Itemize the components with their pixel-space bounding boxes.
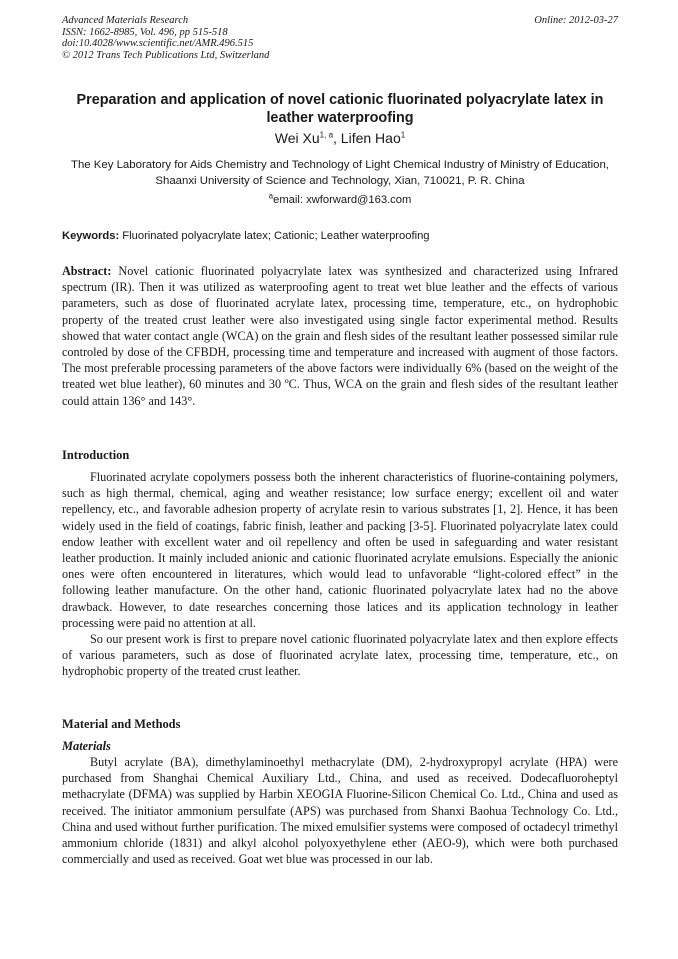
journal-issn: ISSN: 1662-8985, Vol. 496, pp 515-518	[62, 26, 228, 38]
online-date: Online: 2012-03-27	[534, 15, 618, 26]
abstract-label: Abstract:	[62, 264, 112, 278]
journal-doi: doi:10.4028/www.scientific.net/AMR.496.515	[62, 38, 254, 50]
paper-title: Preparation and application of novel cationic fluorinated polyacrylate latex in leather waterproofing	[76, 92, 604, 126]
abstract	[62, 263, 618, 409]
email-text: email: xwforward@163.com	[273, 194, 412, 206]
author-line	[62, 129, 618, 147]
contact-email	[62, 193, 618, 207]
paragraph: So our present work is first to prepare novel cationic fluorinated polyacrylate latex and then explore effects of various parameters, such as dose of fluorinated acrylate latex, processing time, temperature, etc., on hydrophobic property of the treated crust leather.	[62, 632, 618, 679]
section-heading-introduction: Introduction	[62, 448, 130, 462]
abstract-text: Novel cationic fluorinated polyacrylate latex was synthesized and characterized using Infrared spectrum (IR). Then it was utilized as waterproofing agent to treat wet blue leather and the effects of various parameters, such as dose of fluorinated acrylate latex, processing time, temperature, etc., on hydrophobic property of the treated crust leather were also investigated using single factor experimental method. Results showed that water contact angle (WCA) on the grain and flesh sides of the resultant leather possessed similar rule controled by dose of the CFBDH, processing time and temperature and increased with augment of those factors. The most preferable processing parameters of the above factors were individually 6% (based on the weight of the treated wet blue leather), 60 minutes and 30 ºC. Thus, WCA on the grain and flesh sides of the resultant leather could attain 136° and 143°.	[62, 264, 618, 408]
author-affiliation-mark: 1	[400, 130, 406, 140]
journal-header	[62, 15, 618, 61]
author-affiliation-mark: 1, a	[319, 130, 334, 140]
keywords	[62, 229, 618, 243]
journal-copyright: © 2012 Trans Tech Publications Ltd, Switzerland	[62, 49, 270, 61]
keywords-text: Fluorinated polyacrylate latex; Cationic; Leather waterproofing	[119, 230, 430, 242]
paragraph: Fluorinated acrylate copolymers possess both the inherent characteristics of fluorine-containing polymers, such as high thermal, chemical, aging and weather resistance; low surface energy; excellent oil and water repellency, etc., and favorable adhesion property of acrylate resin to various substrates [1, 2]. Hence, it has been widely used in the field of coatings, fabric finish, leather and packing [3-5]. Fluorinated polyacrylate latex could endow leather with excellent water and oil repellency and often be used in safeguarding and water resistant leather production. It mainly included anionic and cationic fluorinated acrylate emulsions. Especially the anionic ones were often encountered in literatures, which would lead to unfavorable “light-colored effect” in the following leather manufacture. On the other hand, cationic fluorinated polyacrylate latex had no the above drawback. However, to date researches concerning those latices and its application technology in leather processing were paid no attention at all.	[62, 470, 618, 630]
affiliation: The Key Laboratory for Aids Chemistry and Technology of Light Chemical Industry of Ministry of Education, Shaanxi University of Science and Technology, Xian, 710021, P. R. China	[71, 159, 609, 187]
subsection-heading-materials: Materials	[62, 739, 111, 753]
paragraph: Butyl acrylate (BA), dimethylaminoethyl methacrylate (DM), 2-hydroxypropyl acrylate (HPA) were purchased from Shanghai Chemical Auxiliary Ltd., China, and used as received. Dodecafluoroheptyl methacrylate (DFMA) was supplied by Harbin XEOGIA Fluorine-Silicon Chemical Co. Ltd., China and used as received. The initiator ammonium persulfate (APS) was purchased from Shanxi Baohua Technology Co. Ltd., China and used without further purification. The mixed emulsifier systems were composed of octadecyl trimethyl ammonium chloride (1831) and alkyl alcohol polyoxyethylene ether (AEO-9), which were both purchased commercially and used as received. Goat wet blue was processed in our lab.	[62, 755, 618, 867]
section-heading-methods: Material and Methods	[62, 717, 181, 731]
author-name: Wei Xu	[274, 130, 320, 146]
author-name: Lifen Hao	[340, 130, 401, 146]
keywords-label: Keywords:	[62, 230, 120, 242]
email-mark: a	[268, 191, 274, 201]
materials-body	[62, 754, 618, 867]
journal-name: Advanced Materials Research	[62, 15, 189, 26]
introduction-body	[62, 469, 618, 680]
author-separator: ,	[333, 130, 341, 146]
